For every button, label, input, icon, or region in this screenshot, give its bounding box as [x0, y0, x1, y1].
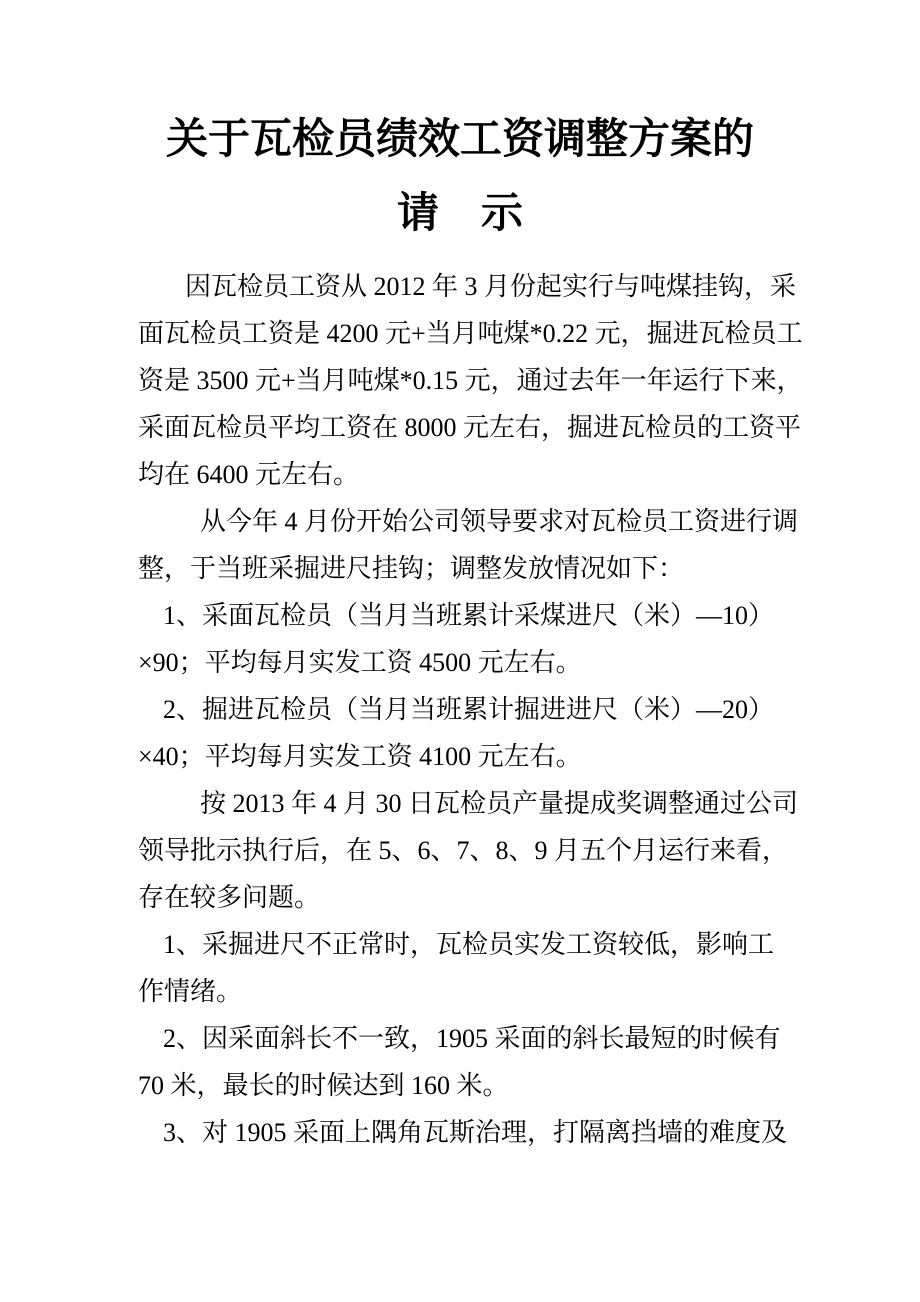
body-line: ×90；平均每月实发工资 4500 元左右。	[138, 648, 582, 677]
body-line: 1、采掘进尺不正常时，瓦检员实发工资较低，影响工	[163, 930, 775, 959]
body-line: 资是 3500 元+当月吨煤*0.15 元，通过去年一年运行下来，	[138, 366, 803, 395]
paragraph	[138, 1015, 920, 1109]
document-title	[0, 0, 920, 251]
body-line: 2、掘进瓦检员（当月当班累计掘进进尺（米）—20）	[163, 695, 775, 724]
document-title-line-1: 关于瓦检员绩效工资调整方案的	[165, 117, 754, 163]
body-line: 面瓦检员工资是 4200 元+当月吨煤*0.22 元，掘进瓦检员工	[138, 319, 803, 348]
body-line: 3、对 1905 采面上隅角瓦斯治理，打隔离挡墙的难度及	[163, 1118, 788, 1147]
body-line: 从今年 4 月份开始公司领导要求对瓦检员工资进行调	[200, 507, 799, 536]
paragraph	[138, 1109, 920, 1156]
body-line: 1、采面瓦检员（当月当班累计采煤进尺（米）—10）	[163, 601, 775, 630]
paragraph	[138, 921, 920, 1015]
body-line: 领导批示执行后，在 5、6、7、8、9 月五个月运行来看，	[138, 836, 789, 865]
paragraph	[138, 592, 920, 686]
body-line: 2、因采面斜长不一致，1905 采面的斜长最短的时候有	[163, 1024, 781, 1053]
paragraph	[138, 498, 920, 592]
body-line: 存在较多问题。	[138, 883, 321, 912]
body-line: ×40；平均每月实发工资 4100 元左右。	[138, 742, 582, 771]
document-body	[138, 263, 920, 1156]
paragraph	[138, 686, 920, 780]
body-line: 按 2013 年 4 月 30 日瓦检员产量提成奖调整通过公司	[200, 789, 799, 818]
body-line: 整，于当班采掘进尺挂钩；调整发放情况如下：	[138, 554, 685, 583]
body-line: 70 米，最长的时候达到 160 米。	[138, 1071, 509, 1100]
body-line: 因瓦检员工资从 2012 年 3 月份起实行与吨煤挂钩，采	[185, 272, 797, 301]
document-title-line-2: 请 示	[396, 191, 523, 237]
body-line: 采面瓦检员平均工资在 8000 元左右，掘进瓦检员的工资平	[138, 413, 802, 442]
body-line: 均在 6400 元左右。	[138, 460, 360, 489]
paragraph	[138, 263, 920, 498]
paragraph	[138, 780, 920, 921]
body-line: 作情绪。	[138, 977, 243, 1006]
